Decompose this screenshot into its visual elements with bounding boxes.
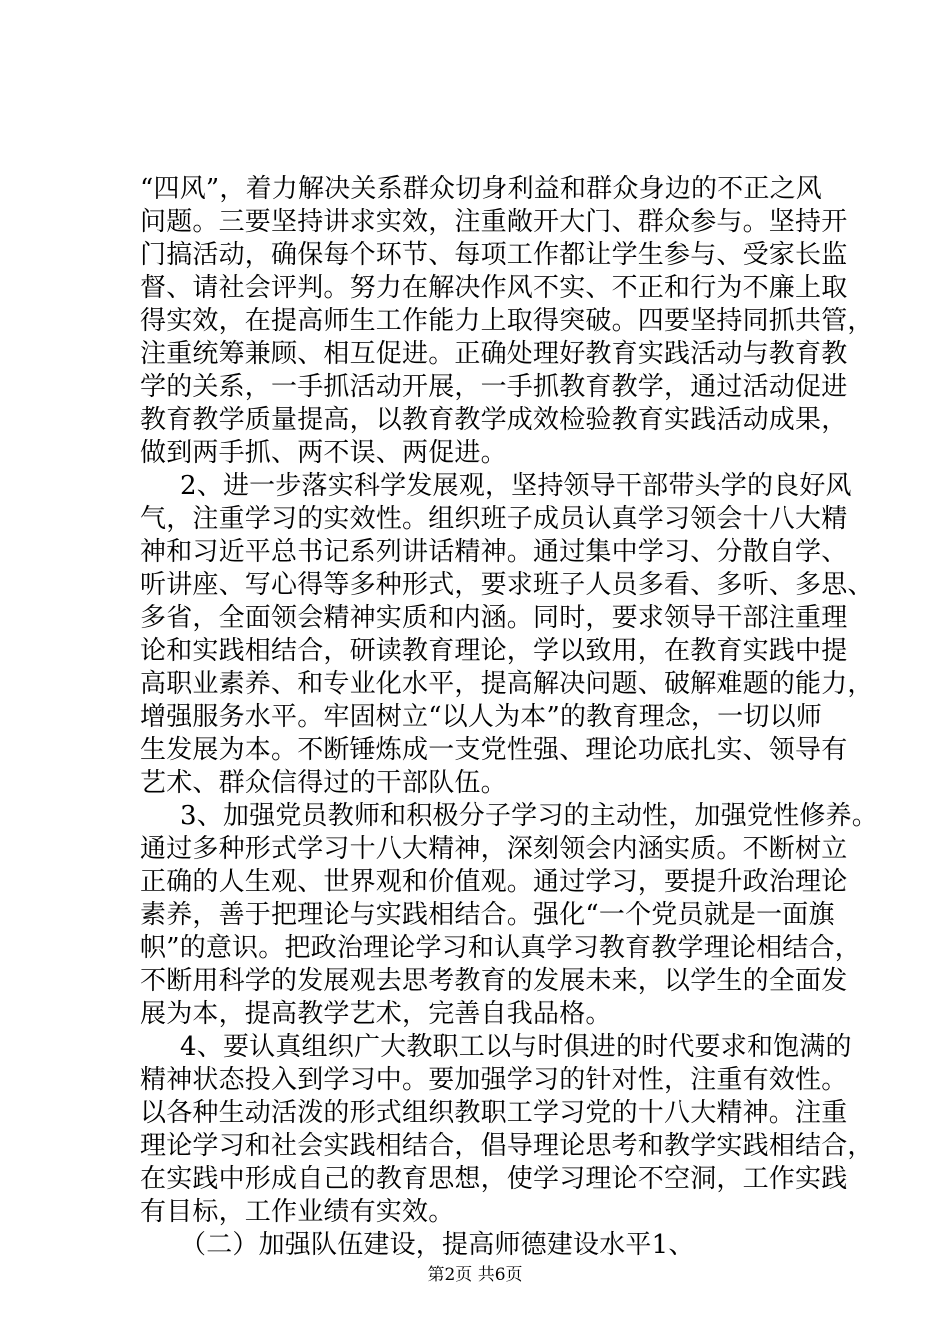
document-body [140,173,878,1262]
text-line: 增强服务水平。牢固树立“以人为本”的教育理念，一切以师 [140,702,822,732]
text-line: 注重统筹兼顾、相互促进。正确处理好教育实践活动与教育教 [140,339,848,369]
text-line: 生发展为本。不断锤炼成一支党性强、理论功底扎实、领导有 [140,735,848,765]
text-line: 得实效，在提高师生工作能力上取得突破。四要坚持同抓共管， [140,306,874,336]
text-line: 理论学习和社会实践相结合，倡导理论思考和教学实践相结合， [140,1131,874,1161]
text-line: 督、请社会评判。努力在解决作风不实、不正和行为不廉上取 [140,273,848,303]
text-line: 学的关系，一手抓活动开展，一手抓教育教学，通过活动促进 [140,372,848,402]
text-line: 听讲座、写心得等多种形式，要求班子人员多看、多听、多思、 [140,570,874,600]
text-line: 正确的人生观、世界观和价值观。通过学习，要提升政治理论 [140,867,848,897]
text-line: 多省，全面领会精神实质和内涵。同时，要求领导干部注重理 [140,603,848,633]
paragraph-start-line: 3、加强党员教师和积极分子学习的主动性，加强党性修养。 [180,801,878,831]
text-line: 通过多种形式学习十八大精神，深刻领会内涵实质。不断树立 [140,834,848,864]
text-line: 教育教学质量提高，以教育教学成效检验教育实践活动成果， [140,405,848,435]
text-line: 气，注重学习的实效性。组织班子成员认真学习领会十八大精 [140,504,848,534]
paragraph-start-line: 4、要认真组织广大教职工以与时俱进的时代要求和饱满的 [180,1032,852,1062]
text-line: 展为本，提高教学艺术，完善自我品格。 [140,999,612,1029]
text-line: 问题。三要坚持讲求实效，注重敞开大门、群众参与。坚持开 [140,207,848,237]
text-line: 精神状态投入到学习中。要加强学习的针对性，注重有效性。 [140,1065,848,1095]
text-line: 素养，善于把理论与实践相结合。强化“一个党员就是一面旗 [140,900,835,930]
text-line: 高职业素养、和专业化水平，提高解决问题、破解难题的能力， [140,669,874,699]
text-line: 帜”的意识。把政治理论学习和认真学习教育教学理论相结合， [140,933,861,963]
page-footer [0,1265,950,1285]
page-number-label: 第2页 共6页 [427,1265,523,1285]
text-line: 有目标，工作业绩有实效。 [140,1197,455,1227]
paragraph-start-line: 2、进一步落实科学发展观，坚持领导干部带头学的良好风 [180,471,852,501]
text-line: 门搞活动，确保每个环节、每项工作都让学生参与、受家长监 [140,240,848,270]
text-line: 论和实践相结合，研读教育理论，学以致用，在教育实践中提 [140,636,848,666]
text-line: 做到两手抓、两不误、两促进。 [140,438,507,468]
text-line: 在实践中形成自己的教育思想，使学习理论不空洞，工作实践 [140,1164,848,1194]
text-line: 艺术、群众信得过的干部队伍。 [140,768,507,798]
text-line: “四风”，着力解决关系群众切身利益和群众身边的不正之风 [140,174,822,204]
text-line: 不断用科学的发展观去思考教育的发展未来，以学生的全面发 [140,966,848,996]
section-heading-line: （二）加强队伍建设，提高师德建设水平1、 [180,1230,695,1260]
text-line: 以各种生动活泼的形式组织教职工学习党的十八大精神。注重 [140,1098,848,1128]
text-line: 神和习近平总书记系列讲话精神。通过集中学习、分散自学、 [140,537,848,567]
